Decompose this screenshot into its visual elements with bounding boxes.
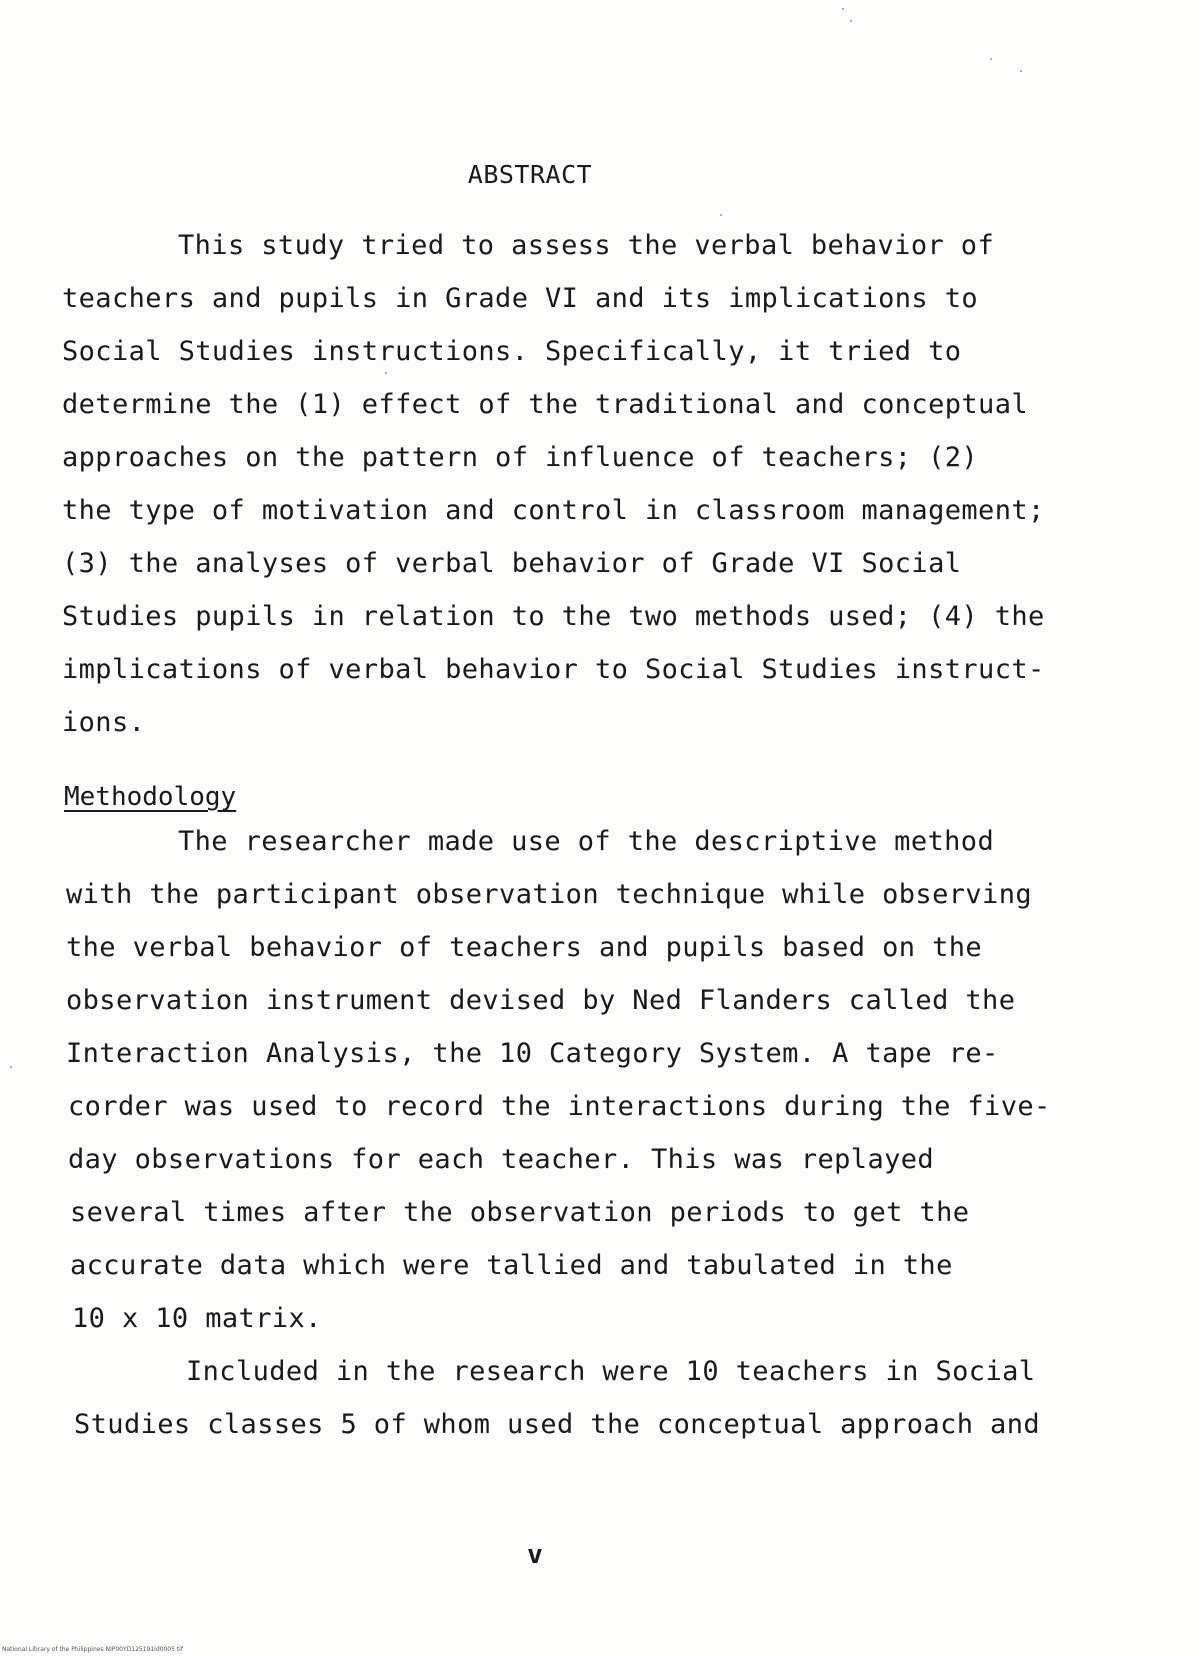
section-heading: Methodology (64, 782, 237, 812)
text-line: 10 x 10 matrix. (72, 1303, 322, 1334)
text-line: The researcher made use of the descriptive method (178, 826, 995, 857)
text-line: accurate data which were tallied and tabulated in the (70, 1250, 953, 1281)
text-line: with the participant observation technique while observing (66, 879, 1033, 910)
text-line: day observations for each teacher. This was replayed (68, 1144, 935, 1175)
text-line: corder was used to record the interactions during the five- (68, 1091, 1051, 1122)
scan-speck (385, 372, 387, 374)
text-line: This study tried to assess the verbal behavior of (178, 230, 995, 261)
text-line: Social Studies instructions. Specifically, it tried to (62, 336, 962, 367)
scan-speck (720, 214, 722, 216)
scan-speck (850, 20, 852, 22)
scan-speck (842, 8, 844, 10)
page-title: ABSTRACT (467, 160, 593, 189)
text-line: the type of motivation and control in classroom management; (62, 495, 1045, 526)
scan-speck (990, 58, 992, 60)
text-line: the verbal behavior of teachers and pupils based on the (66, 932, 983, 963)
text-line: Studies classes 5 of whom used the conceptual approach and (74, 1409, 1041, 1440)
scan-speck (10, 1066, 12, 1068)
text-line: ions. (62, 707, 146, 738)
text-line: Interaction Analysis, the 10 Category System. A tape re- (66, 1038, 999, 1069)
text-line: Studies pupils in relation to the two methods used; (4) the (62, 601, 1045, 632)
text-line: approaches on the pattern of influence of teachers; (2) (62, 442, 979, 473)
scan-footer: National Library of the Philippines NIP00YD125191id0005 tif (2, 1646, 183, 1653)
text-line: (3) the analyses of verbal behavior of Grade VI Social (62, 548, 962, 579)
text-line: Included in the research were 10 teachers in Social (186, 1356, 1036, 1387)
text-line: determine the (1) effect of the traditional and conceptual (62, 389, 1029, 420)
text-line: teachers and pupils in Grade VI and its implications to (62, 283, 979, 314)
scan-speck (1020, 70, 1022, 72)
text-line: implications of verbal behavior to Social Studies instruct- (62, 654, 1045, 685)
text-line: several times after the observation periods to get the (70, 1197, 970, 1228)
page-number: v (527, 1540, 543, 1570)
text-line: observation instrument devised by Ned Flanders called the (66, 985, 1016, 1016)
